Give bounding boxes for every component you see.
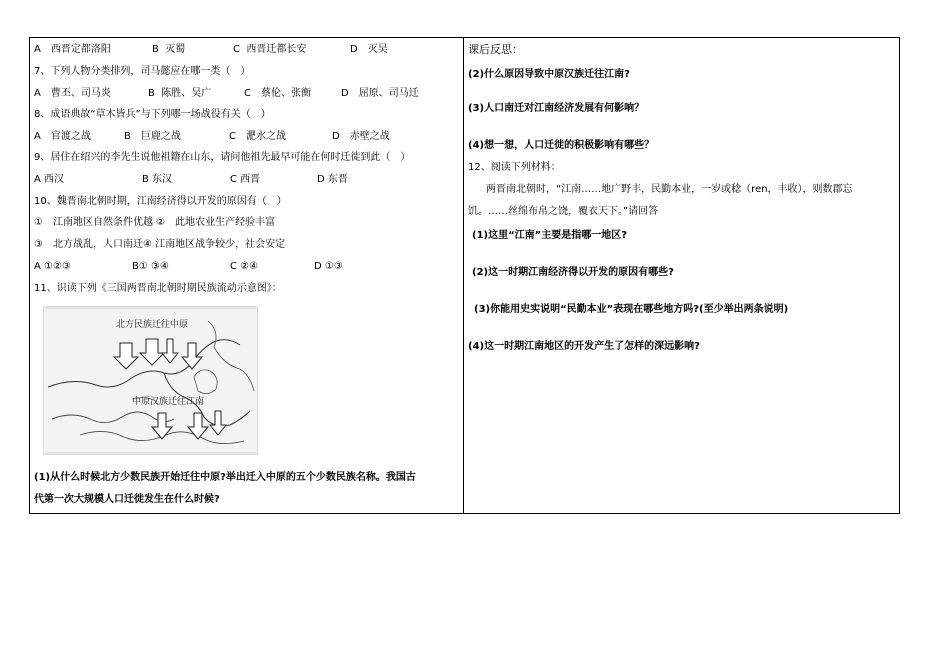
q11-sub1-line2: 代第一次大规模人口迁徙发生在什么时候?: [34, 494, 220, 505]
q9-option-c: C 西晋: [230, 174, 261, 185]
q12-sub3: (3)你能用史实说明“民勤本业”表现在哪些地方吗?(至少举出两条说明): [474, 304, 789, 315]
q11-sub1-line1: (1)从什么时候北方少数民族开始迁往中原?举出迁入中原的五个少数民族名称。我国古: [34, 472, 416, 483]
q6-option-c: C 西晋迁都长安: [233, 44, 307, 55]
q11-text: 11、识读下列《三国两晋南北朝时期民族流动示意图》：: [34, 283, 282, 294]
q8-option-b: B 巨鹿之战: [124, 131, 181, 142]
q12-material-line1: 两晋南北朝时，“江南……地广野丰，民勤本业，一岁或稔（ren，丰收），则数郡忘: [486, 184, 853, 195]
q9-option-a: A 西汉: [34, 174, 65, 185]
right-q2: (2)什么原因导致中原汉族迁往江南?: [468, 69, 630, 80]
q10-text: 10、魏晋南北朝时期，江南经济得以开发的原因有（ ）: [34, 196, 287, 207]
q9-option-b: B 东汉: [142, 174, 173, 185]
right-q4: (4)想一想，人口迁徙的积极影响有哪些？: [468, 140, 655, 151]
q7-option-d: D 屈原、司马迁: [341, 88, 419, 99]
q10-statements-1: ① 江南地区自然条件优越 ② 此地农业生产经验丰富: [34, 217, 276, 228]
q8-option-c: C 淝水之战: [229, 131, 286, 142]
q12-text: 12、阅读下列材料：: [468, 162, 561, 173]
right-q3: (3)人口南迁对江南经济发展有何影响？: [468, 103, 645, 114]
q6-option-b: B 灭蜀: [152, 44, 186, 55]
worksheet-table: [29, 37, 900, 514]
q10-option-a: A ①②③: [34, 261, 71, 272]
column-divider: [463, 38, 464, 513]
q10-option-c: C ②④: [230, 261, 259, 272]
q8-option-d: D 赤壁之战: [332, 131, 390, 142]
migration-map: [43, 306, 258, 455]
q6-option-a: A 西晋定都洛阳: [34, 44, 111, 55]
q12-sub4: (4)这一时期江南地区的开发产生了怎样的深远影响?: [468, 341, 700, 352]
q6-option-d: D 灭吴: [350, 44, 388, 55]
q7-text: 7、下列人物分类排列，司马懿应在哪一类（ ）: [34, 66, 251, 77]
q10-option-d: D ①③: [314, 261, 343, 272]
map-label-south: 中原汉族迁往江南: [132, 397, 205, 407]
reflection-heading: 课后反思：: [468, 43, 523, 56]
q12-sub1: (1)这里“江南”主要是指哪一地区?: [472, 230, 628, 241]
q7-option-b: B 陈胜、吴广: [148, 88, 212, 99]
q7-option-a: A 曹丕、司马炎: [34, 88, 111, 99]
q12-sub2: (2)这一时期江南经济得以开发的原因有哪些?: [472, 267, 674, 278]
q10-option-b: B① ③④: [132, 261, 169, 272]
q10-statements-2: ③ 北方战乱，人口南迁④ 江南地区战争较少，社会安定: [34, 239, 286, 250]
q9-option-d: D 东晋: [317, 174, 348, 185]
q8-text: 8、成语典故“草木皆兵”与下列哪一场战役有关（ ）: [34, 109, 271, 120]
q9-text: 9、居住在绍兴的李先生说他祖籍在山东，请问他祖先最早可能在何时迁徙到此（ ）: [34, 152, 411, 163]
map-label-north: 北方民族迁往中原: [116, 320, 189, 330]
q7-option-c: C 蔡伦、张衡: [244, 88, 311, 99]
q8-option-a: A 官渡之战: [34, 131, 91, 142]
q12-material-line2: 饥。……丝绵布帛之饶，覆衣天下。”请回答: [468, 206, 659, 217]
